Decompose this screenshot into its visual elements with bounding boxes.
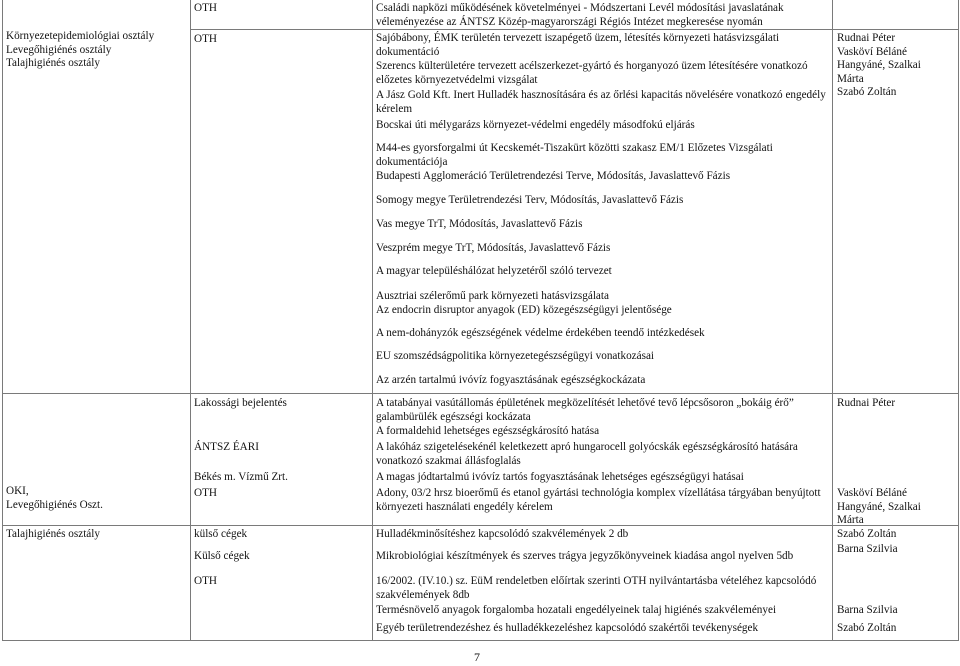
task-item: Egyéb területrendezéshez és hulladékkezeléshez kapcsolódó szakértői tevékenységek	[376, 622, 759, 634]
staff-name: Szabó Zoltán	[837, 86, 897, 98]
staff-name: Vasköví Béláné	[837, 487, 907, 499]
task-item: A formaldehid lehetséges egészségkárosító hatása	[376, 425, 600, 437]
staff-name: Rudnai Péter	[837, 32, 896, 44]
task-item: Vas megye TrT, Módosítás, Javaslattevő Fázis	[376, 218, 583, 230]
org-label-talaj: Talajhigiénés osztály	[6, 528, 100, 540]
column-divider-3	[832, 0, 833, 640]
task-item: Ausztriai szélerőmű park környezeti hatásvizsgálata	[376, 290, 609, 302]
row-divider	[2, 393, 959, 394]
requester-label: Békés m. Vízmű Zrt.	[194, 471, 288, 483]
task-item: Hulladékminősítéshez kapcsolódó szakvélemények 2 db	[376, 528, 629, 540]
task-item: Veszprém megye TrT, Módosítás, Javaslattevő Fázis	[376, 242, 611, 254]
staff-name: Vasköví Béláné	[837, 45, 907, 58]
task-item: Az endocrin disruptor anyagok (ED) közegészségügyi jelentősége	[376, 304, 672, 316]
task-item: Mikrobiológiai készítmények és szerves trágya jegyzőkönyveinek kiadása angol nyelven 5db	[376, 550, 794, 562]
requester-label: ÁNTSZ ÉARI	[194, 441, 259, 453]
staff-name: Hangyáné, Szalkai	[837, 500, 921, 513]
staff-name: Barna Szilvia	[837, 604, 898, 616]
task-item: Adony, 03/2 hrsz bioerőmű és etanol gyártási technológia komplex vízellátása tárgyában benyújtott környezeti használati engedély kérelem	[376, 487, 821, 513]
table-border-left	[2, 0, 3, 640]
staff-name: Szabó Zoltán	[837, 528, 897, 540]
table-border-bottom	[2, 640, 959, 641]
requester-label: OTH	[194, 2, 217, 14]
staff-name: Hangyáné, Szalkai	[837, 59, 921, 71]
task-item: Szerencs külterületére tervezett acélszerkezet-gyártó és horganyozó üzem létesítésére vonatkozó előzetes környezetvédelmi vizsgálat	[376, 60, 808, 86]
org-label: Környezetepidemiológiai osztály	[6, 30, 155, 42]
org-list-top	[6, 30, 182, 71]
task-item: M44-es gyorsforgalmi út Kecskemét-Tiszakürt közötti szakasz EM/1 Előzetes Vizsgálati dokumentációja	[376, 142, 773, 168]
requester-label: Lakossági bejelentés	[194, 397, 287, 409]
staff-list	[837, 487, 955, 528]
task-item: Családi napközi működésének követelményei - Módszertani Levél módosítási javaslatának véleményezése az ÁNTSZ Közép-magyarországi Régiós Intézet megkeresése nyomán	[376, 2, 784, 28]
task-item: 16/2002. (IV.10.) sz. EüM rendeletben előírtak szerinti OTH nyilvántartásba vételéhez kapcsolódó szakvélemények 8db	[376, 575, 817, 601]
org-label: OKI,	[6, 485, 29, 497]
staff-list	[837, 32, 955, 100]
task-item: A magas jódtartalmú ivóvíz tartós fogyasztásának lehetséges egészségügyi hatásai	[376, 471, 744, 483]
task-item: A tatabányai vasútállomás épületének megközelítését lehetővé tevő lépcsősoron „bokáig érő” galambürülék egészségi kockázata	[376, 397, 794, 423]
staff-name: Barna Szilvia	[837, 543, 898, 555]
task-item: A lakóház szigetelésekénél keletkezett apró hungarocell golyócskák egészségkárosító hatására vonatkozó szakmai állásfoglalás	[376, 441, 798, 467]
task-item: Az arzén tartalmú ivóvíz fogyasztásának egészségkockázata	[376, 374, 646, 386]
task-item: A nem-dohányzók egészségének védelme érdekében teendő intézkedések	[376, 327, 705, 339]
table-border-right	[958, 0, 959, 640]
org-label: Talajhigiénés osztály	[6, 57, 100, 69]
staff-name: Rudnai Péter	[837, 397, 896, 409]
page-number: 7	[474, 650, 480, 664]
requester-label: Külső cégek	[194, 550, 250, 562]
requester-label: OTH	[194, 575, 217, 587]
staff-name: Szabó Zoltán	[837, 622, 897, 634]
task-item: Sajóbábony, ÉMK területén tervezett iszapégető üzem, létesítés környezeti hatásvizsgálati dokumentáció	[376, 32, 780, 58]
column-divider-1	[190, 0, 191, 640]
org-label: Levegőhigiénés osztály	[6, 43, 112, 56]
task-item: Budapesti Agglomeráció Területrendezési Terve, Módosítás, Javaslattevő Fázis	[376, 170, 731, 182]
org-label: Levegőhigiénés Oszt.	[6, 498, 103, 511]
task-item: A magyar településhálózat helyzetéről szóló tervezet	[376, 265, 612, 277]
requester-label: OTH	[194, 487, 217, 499]
requester-label: OTH	[194, 33, 217, 45]
task-item: EU szomszédságpolitika környezetegészségügyi vonatkozásai	[376, 350, 655, 362]
row-divider	[190, 29, 958, 30]
task-item: Somogy megye Területrendezési Terv, Módosítás, Javaslattevő Fázis	[376, 194, 684, 206]
task-item: Bocskai úti mélygarázs környezet-védelmi engedély másodfokú eljárás	[376, 119, 695, 131]
task-item: Termésnövelő anyagok forgalomba hozatali engedélyeinek talaj higiénés szakvéleményei	[376, 604, 777, 616]
row-divider	[2, 525, 959, 526]
requester-label: külső cégek	[194, 528, 248, 540]
staff-name: Márta	[837, 514, 864, 526]
staff-name: Márta	[837, 72, 864, 85]
task-item: A Jász Gold Kft. Inert Hulladék hasznosítására és az őrlési kapacitás növelésére vonatkozó engedély kérelem	[376, 89, 826, 115]
org-list-oki	[6, 485, 182, 512]
column-divider-2	[372, 0, 373, 640]
